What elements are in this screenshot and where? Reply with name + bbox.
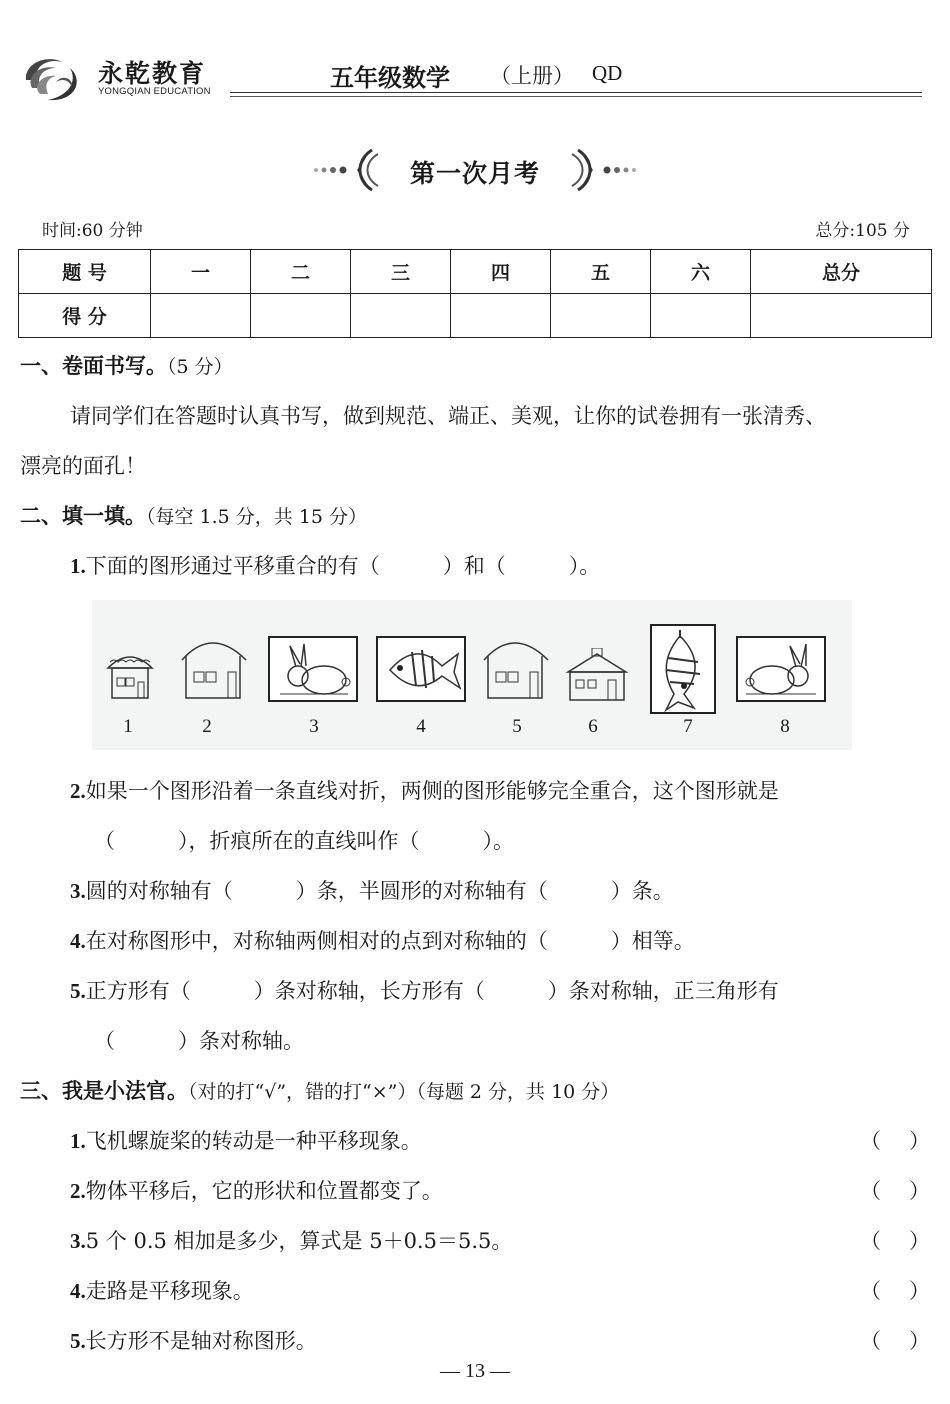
section-title: 二、填一填。: [20, 504, 146, 528]
question-item: [70, 1175, 443, 1205]
question-item: [70, 550, 600, 580]
question-text: 在对称图形中，对称轴两侧相对的点到对称轴的（ ）相等。: [85, 929, 695, 953]
paren-open: （: [860, 1329, 881, 1353]
question-text: 正方形有（ ）条对称轴，长方形有（ ）条对称轴，正三角形有: [85, 979, 779, 1003]
table-header-cell: 四: [451, 250, 551, 294]
score-cell[interactable]: [451, 294, 551, 338]
table-header-cell: 二: [251, 250, 351, 294]
figure-label: 4: [416, 716, 426, 737]
question-text: 长方形不是轴对称图形。: [85, 1329, 317, 1353]
table-row: [19, 250, 932, 294]
question-number: 1.: [70, 1129, 86, 1153]
paren-open: （: [860, 1279, 881, 1303]
question-text: 圆的对称轴有（ ）条，半圆形的对称轴有（ ）条。: [85, 879, 674, 903]
header-rule: [230, 96, 922, 97]
figure-label: 6: [588, 716, 598, 737]
rabbit-icon: [736, 636, 826, 702]
fish-icon: [650, 624, 716, 714]
question-number: 3.: [70, 879, 86, 903]
table-header-cell: 总分: [751, 250, 932, 294]
book-title: 五年级数学: [330, 64, 450, 92]
question-item: [70, 1125, 422, 1155]
score-cell[interactable]: [351, 294, 451, 338]
question-item: [70, 975, 779, 1005]
house-icon: [478, 630, 552, 702]
question-item: [70, 875, 674, 905]
question-number: 5.: [70, 1329, 86, 1353]
paren-close: ）: [909, 1129, 930, 1153]
question-item: [70, 1225, 512, 1255]
answer-box[interactable]: [860, 1275, 930, 1305]
figure-strip: [92, 600, 852, 750]
table-header-cell: 五: [551, 250, 651, 294]
score-cell[interactable]: [151, 294, 251, 338]
book-edition: QD: [592, 61, 623, 85]
table-header-cell: 题 号: [19, 250, 151, 294]
question-number: 4.: [70, 1279, 86, 1303]
question-text: 如果一个图形沿着一条直线对折，两侧的图形能够完全重合，这个图形就是: [85, 779, 779, 803]
question-number: 2.: [70, 779, 86, 803]
question-item: [70, 925, 695, 955]
paren-open: （: [860, 1129, 881, 1153]
section-note: （每空 1.5 分，共 15 分）: [146, 506, 368, 528]
table-header-cell: 六: [651, 250, 751, 294]
score-cell[interactable]: [651, 294, 751, 338]
section-note: （5 分）: [167, 356, 233, 378]
fish-icon: [376, 636, 466, 702]
exam-title-banner: [310, 146, 640, 194]
question-item: [70, 1275, 254, 1305]
section-1-body: 请同学们在答题时认真书写，做到规范、端正、美观，让你的试卷拥有一张清秀、: [70, 404, 826, 428]
question-number: 5.: [70, 979, 86, 1003]
house-icon: [176, 630, 250, 702]
page-number: — 13 —: [440, 1360, 510, 1382]
section-1-heading: [20, 350, 233, 380]
section-2-heading: [20, 500, 367, 530]
question-item: [70, 1325, 317, 1355]
question-text: 走路是平移现象。: [85, 1279, 254, 1303]
exam-total-score: 总分:105 分: [815, 221, 910, 241]
question-text: 物体平移后，它的形状和位置都变了。: [85, 1179, 443, 1203]
table-row: [19, 294, 932, 338]
paren-open: （: [860, 1179, 881, 1203]
question-text: （ ），折痕所在的直线叫作（ ）。: [94, 829, 514, 853]
section-title: 三、我是小法官。: [20, 1079, 188, 1103]
school-icon: [564, 648, 630, 702]
figure-label: 7: [683, 716, 693, 737]
score-cell[interactable]: [751, 294, 932, 338]
table-header-cell: 三: [351, 250, 451, 294]
paren-close: ）: [909, 1279, 930, 1303]
figure-label: 2: [202, 716, 212, 737]
figure-label: 8: [780, 716, 790, 737]
section-1-body: 漂亮的面孔！: [20, 454, 146, 478]
brand-name-en: YONGQIAN EDUCATION: [98, 86, 211, 97]
answer-box[interactable]: [860, 1175, 930, 1205]
header-rule: [230, 92, 922, 93]
section-3-heading: [20, 1075, 619, 1105]
brand-name: 永乾教育: [98, 59, 207, 88]
table-row-label: 得 分: [19, 294, 151, 338]
paren-open: （: [860, 1229, 881, 1253]
score-cell[interactable]: [551, 294, 651, 338]
question-number: 1.: [70, 554, 86, 578]
house-icon: [104, 648, 156, 702]
answer-box[interactable]: [860, 1125, 930, 1155]
swirl-logo-icon: [18, 50, 88, 106]
question-text: 5 个 0.5 相加是多少，算式是 5＋0.5＝5.5。: [85, 1229, 513, 1253]
question-text: 下面的图形通过平移重合的有（ ）和（ ）。: [85, 554, 601, 578]
book-volume: （上册）: [490, 64, 574, 88]
paren-close: ）: [909, 1229, 930, 1253]
page-header: [0, 0, 950, 120]
section-title: 一、卷面书写。: [20, 354, 167, 378]
figure-label: 1: [123, 716, 133, 737]
question-number: 2.: [70, 1179, 86, 1203]
rabbit-icon: [268, 636, 358, 702]
question-number: 4.: [70, 929, 86, 953]
answer-box[interactable]: [860, 1225, 930, 1255]
figure-label: 5: [512, 716, 522, 737]
answer-box[interactable]: [860, 1325, 930, 1355]
question-text: 飞机螺旋桨的转动是一种平移现象。: [85, 1129, 422, 1153]
question-text: （ ）条对称轴。: [94, 1029, 304, 1053]
score-table: [18, 249, 932, 338]
exam-title: 第一次月考: [409, 159, 540, 188]
section-note: （对的打“√”，错的打“×”）（每题 2 分，共 10 分）: [188, 1081, 620, 1103]
question-number: 3.: [70, 1229, 86, 1253]
exam-time: 时间:60 分钟: [42, 221, 143, 241]
table-header-cell: 一: [151, 250, 251, 294]
question-item: [70, 775, 779, 805]
score-cell[interactable]: [251, 294, 351, 338]
paren-close: ）: [909, 1329, 930, 1353]
figure-label: 3: [309, 716, 319, 737]
paren-close: ）: [909, 1179, 930, 1203]
